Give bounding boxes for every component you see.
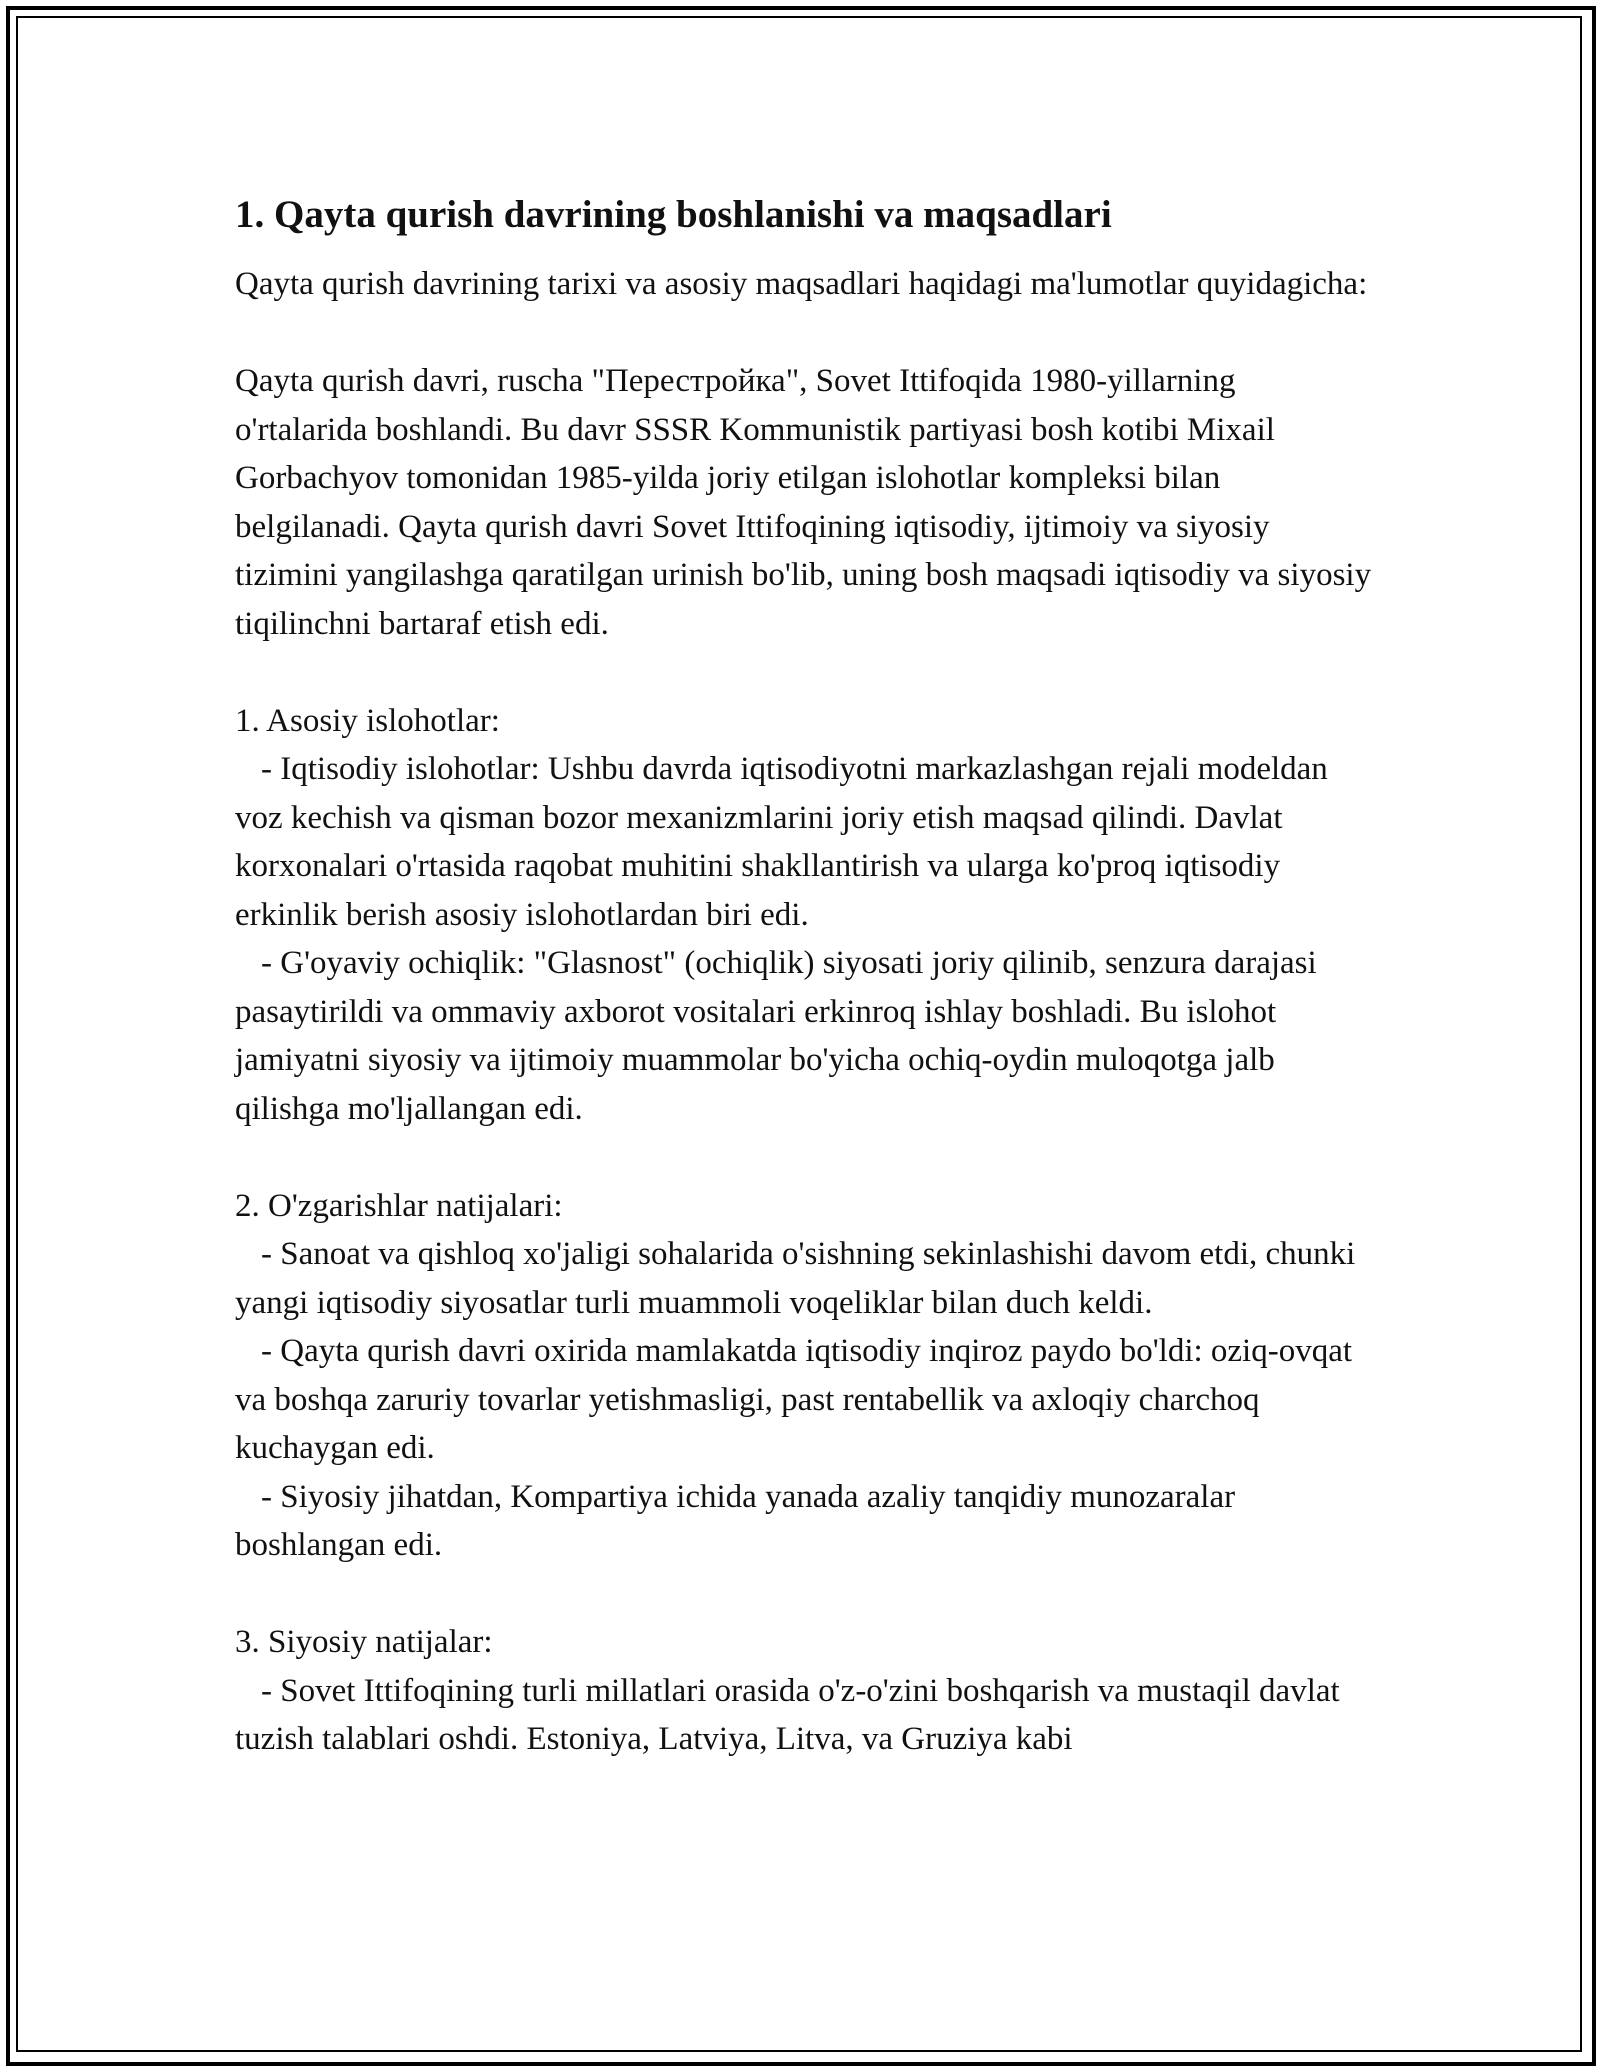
- paragraph-gap: [235, 648, 1375, 697]
- section-political-results: [235, 1618, 1375, 1764]
- document-title: 1. Qayta qurish davrining boshlanishi va maqsadlari: [235, 193, 1112, 236]
- paragraph-gap: [235, 309, 1375, 358]
- list-item: - Sanoat va qishloq xo'jaligi sohalarida o'sishning sekinlashishi davom etdi, chunki yangi iqtisodiy siyosatlar turli muammoli voqeliklar bilan duch keldi.: [235, 1236, 1356, 1321]
- document-body: [235, 182, 1380, 1764]
- section-main-reforms: [235, 697, 1375, 1134]
- list-item: - Qayta qurish davri oxirida mamlakatda iqtisodiy inqiroz paydo bo'ldi: oziq-ovqat va boshqa zaruriy tovarlar yetishmasligi, past rentabellik va axloqiy charchoq kuchaygan edi.: [235, 1333, 1353, 1466]
- list-item: - Iqtisodiy islohotlar: Ushbu davrda iqtisodiyotni markazlashgan rejali modeldan voz kechish va qisman bozor mexanizmlarini joriy etish maqsad qilindi. Davlat korxonalari o'rtasida raqobat muhitini shakllantirish va ularga ko'proq iqtisodiy erkinlik berish asosiy islohotlardan biri edi.: [235, 751, 1328, 933]
- list-item: - Siyosiy jihatdan, Kompartiya ichida yanada azaliy tanqidiy munozaralar boshlangan edi.: [235, 1478, 1236, 1563]
- section-change-results: [235, 1182, 1375, 1570]
- intro-paragraph: Qayta qurish davrining tarixi va asosiy maqsadlari haqidagi ma'lumotlar quyidagicha:: [235, 266, 1368, 302]
- overview-paragraph: Qayta qurish davri, ruscha "Перестройка", Sovet Ittifoqida 1980-yillarning o'rtalarida boshlandi. Bu davr SSSR Kommunistik partiyasi bosh kotibi Mixail Gorbachyov tomonidan 1985-yilda joriy etilgan islohotlar kompleksi bilan belgilanadi. Qayta qurish davri Sovet Ittifoqining iqtisodiy, ijtimoiy va siyosiy tizimini yangilashga qaratilgan urinish bo'lib, uning bosh maqsadi iqtisodiy va siyosiy tiqilinchni bartaraf etish edi.: [235, 363, 1380, 642]
- section-heading: 2. O'zgarishlar natijalari:: [235, 1187, 563, 1224]
- list-item: - G'oyaviy ochiqlik: "Glasnost" (ochiqlik) siyosati joriy qilinib, senzura darajasi pasaytirildi va ommaviy axborot vositalari erkinroq ishlay boshladi. Bu islohot jamiyatni siyosiy va ijtimoiy muammolar bo'yicha ochiq-oydin muloqotga jalb qilishga mo'ljallangan edi.: [235, 945, 1317, 1127]
- section-heading: 3. Siyosiy natijalar:: [235, 1624, 493, 1660]
- paragraph-gap: [235, 1570, 1375, 1619]
- section-heading: 1. Asosiy islohotlar:: [235, 702, 500, 739]
- paragraph-gap: [235, 1133, 1375, 1182]
- list-item: - Sovet Ittifoqining turli millatlari orasida o'z-o'zini boshqarish va mustaqil davlat tuzish talablari oshdi. Estoniya, Latviya, Litva, va Gruziya kabi: [235, 1672, 1340, 1757]
